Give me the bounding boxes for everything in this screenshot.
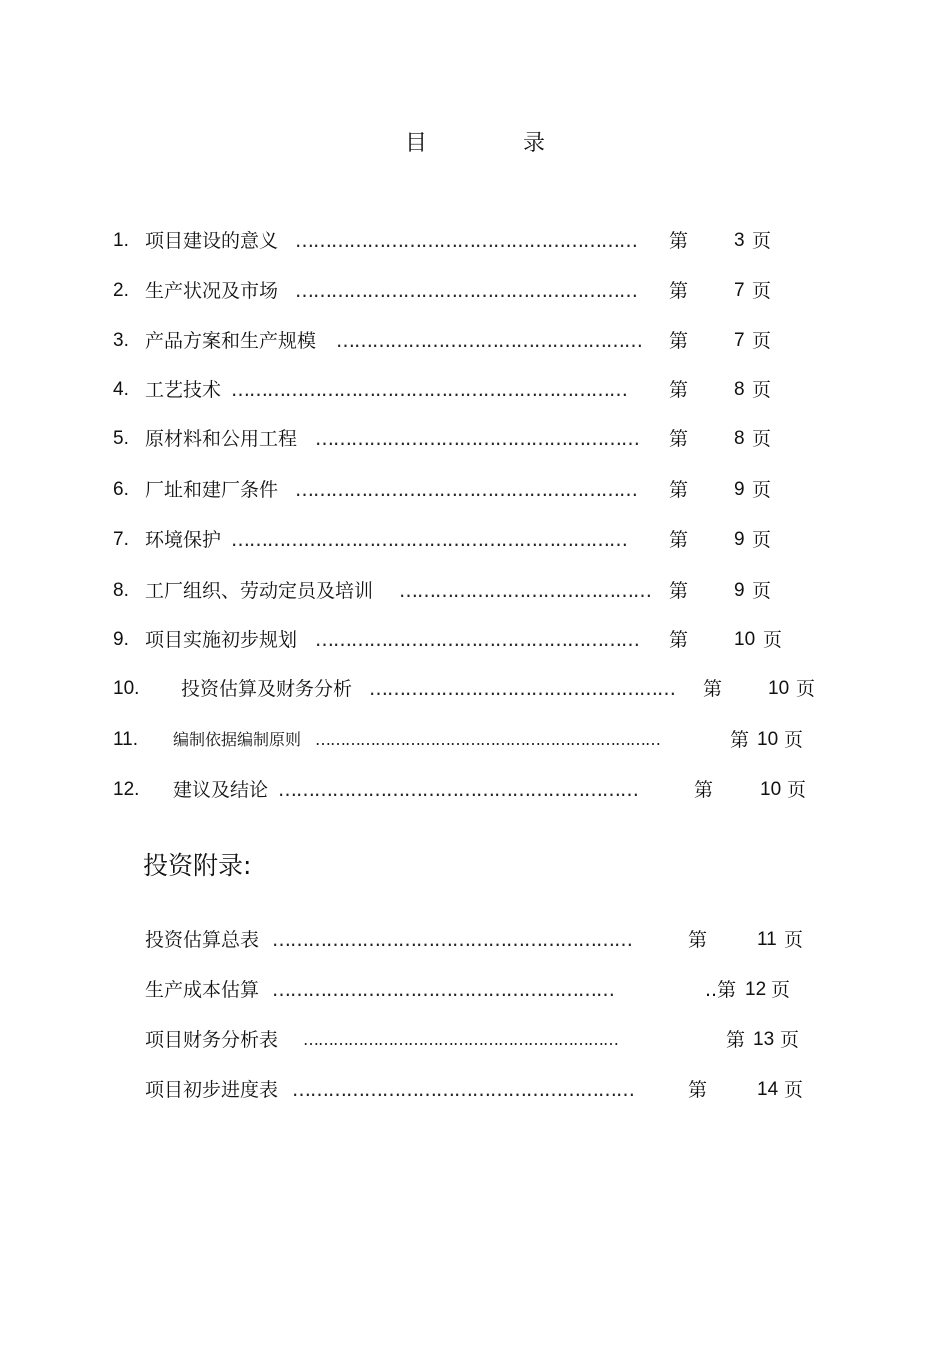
entry-number: 1. bbox=[113, 230, 129, 251]
page-number: 13 bbox=[753, 1029, 775, 1050]
entry-label: 环境保护 bbox=[145, 529, 222, 551]
page-prefix: 第 bbox=[694, 779, 714, 801]
page-suffix: 页 bbox=[796, 678, 816, 700]
entry-label: 编制依据编制原则 bbox=[173, 730, 302, 749]
entry-number: 11. bbox=[113, 729, 139, 750]
leader-dots: ……………………………………………… bbox=[315, 428, 639, 450]
page-number: 8 bbox=[734, 379, 745, 400]
leader-dots: ………………………………………………………… bbox=[231, 529, 627, 551]
page-prefix: 第 bbox=[669, 230, 689, 252]
page-prefix: 第 bbox=[669, 280, 689, 302]
entry-label: 项目初步进度表 bbox=[145, 1079, 279, 1101]
entry-number: 2. bbox=[113, 280, 129, 301]
page-number: 14 bbox=[757, 1079, 779, 1100]
entry-label: 生产成本估算 bbox=[145, 979, 260, 1001]
entry-number: 6. bbox=[113, 479, 129, 500]
page-number: 8 bbox=[734, 428, 745, 449]
page-prefix: 第 bbox=[669, 529, 689, 551]
entry-number: 5. bbox=[113, 428, 129, 449]
leader-dots: ………………………………………………… bbox=[295, 280, 637, 302]
entry-label: 工厂组织、劳动定员及培训 bbox=[145, 580, 374, 602]
leader-dots: …………………………………………………… bbox=[278, 779, 638, 801]
page-prefix: ..第 bbox=[705, 979, 737, 1001]
appendix-heading: 投资附录: bbox=[143, 851, 252, 880]
page-number: 9 bbox=[734, 580, 745, 601]
page-prefix: 第 bbox=[726, 1029, 746, 1051]
page-suffix: 页 bbox=[752, 230, 772, 252]
page-suffix: 页 bbox=[752, 479, 772, 501]
page-suffix: 页 bbox=[787, 779, 807, 801]
page-prefix: 第 bbox=[669, 479, 689, 501]
entry-number: 3. bbox=[113, 330, 129, 351]
entry-label: 项目实施初步规划 bbox=[145, 629, 298, 651]
toc-title bbox=[0, 126, 950, 157]
leader-dots: ………………………………………………… bbox=[292, 1079, 634, 1101]
page-suffix: 页 bbox=[763, 629, 783, 651]
entry-label: 工艺技术 bbox=[145, 379, 222, 401]
leader-dots: ………………………………………………… bbox=[295, 230, 637, 252]
page-number: 9 bbox=[734, 529, 745, 550]
leader-dots: ………………………………………………… bbox=[295, 479, 637, 501]
page-prefix: 第 bbox=[730, 729, 750, 751]
page-prefix: 第 bbox=[669, 379, 689, 401]
page-number: 7 bbox=[734, 330, 745, 351]
entry-label: 厂址和建厂条件 bbox=[145, 479, 279, 501]
page-suffix: 页 bbox=[752, 529, 772, 551]
leader-dots: ……………………………………………………… bbox=[303, 1030, 618, 1049]
page-number: 10 bbox=[734, 629, 756, 650]
entry-number: 12. bbox=[113, 779, 140, 800]
entry-label: 投资估算总表 bbox=[145, 929, 260, 951]
entry-number: 10. bbox=[113, 678, 140, 699]
entry-number: 9. bbox=[113, 629, 129, 650]
page-suffix: 页 bbox=[784, 929, 804, 951]
page-number: 10 bbox=[768, 678, 790, 699]
page-prefix: 第 bbox=[703, 678, 723, 700]
leader-dots: ………………………………………………………… bbox=[231, 379, 627, 401]
leader-dots: …………………………………… bbox=[399, 580, 651, 602]
entry-label: 投资估算及财务分析 bbox=[181, 678, 353, 700]
leader-dots: …………………………………………………………… bbox=[315, 730, 660, 749]
page-suffix: 页 bbox=[771, 979, 791, 1001]
entry-label: 建议及结论 bbox=[173, 779, 269, 801]
leader-dots: …………………………………………………… bbox=[272, 929, 632, 951]
page-suffix: 页 bbox=[752, 580, 772, 602]
page-prefix: 第 bbox=[669, 629, 689, 651]
page-prefix: 第 bbox=[669, 330, 689, 352]
page-suffix: 页 bbox=[752, 428, 772, 450]
page-prefix: 第 bbox=[688, 929, 708, 951]
title-char-2: 录 bbox=[523, 131, 546, 156]
page-number: 7 bbox=[734, 280, 745, 301]
page-suffix: 页 bbox=[780, 1029, 800, 1051]
page-prefix: 第 bbox=[669, 428, 689, 450]
page-suffix: 页 bbox=[752, 330, 772, 352]
entry-number: 7. bbox=[113, 529, 129, 550]
entry-label: 生产状况及市场 bbox=[145, 280, 279, 302]
page-suffix: 页 bbox=[784, 729, 804, 751]
leader-dots: …………………………………………… bbox=[336, 330, 642, 352]
title-char-1: 目 bbox=[404, 131, 427, 156]
page-number: 10 bbox=[757, 729, 779, 750]
page-suffix: 页 bbox=[784, 1079, 804, 1101]
page-prefix: 第 bbox=[669, 580, 689, 602]
page-suffix: 页 bbox=[752, 280, 772, 302]
entry-label: 原材料和公用工程 bbox=[145, 428, 298, 450]
entry-number: 8. bbox=[113, 580, 129, 601]
entry-label: 产品方案和生产规模 bbox=[145, 330, 317, 352]
page-number: 11 bbox=[757, 929, 777, 950]
page-prefix: 第 bbox=[688, 1079, 708, 1101]
entry-number: 4. bbox=[113, 379, 129, 400]
leader-dots: …………………………………………… bbox=[369, 678, 675, 700]
entry-label: 项目财务分析表 bbox=[145, 1029, 279, 1051]
page-number: 3 bbox=[734, 230, 745, 251]
leader-dots: ………………………………………………… bbox=[272, 979, 614, 1001]
entry-label: 项目建设的意义 bbox=[145, 230, 279, 252]
page-number: 9 bbox=[734, 479, 745, 500]
page-suffix: 页 bbox=[752, 379, 772, 401]
page-number: 10 bbox=[760, 779, 782, 800]
leader-dots: ……………………………………………… bbox=[315, 629, 639, 651]
page-number: 12 bbox=[745, 979, 767, 1000]
